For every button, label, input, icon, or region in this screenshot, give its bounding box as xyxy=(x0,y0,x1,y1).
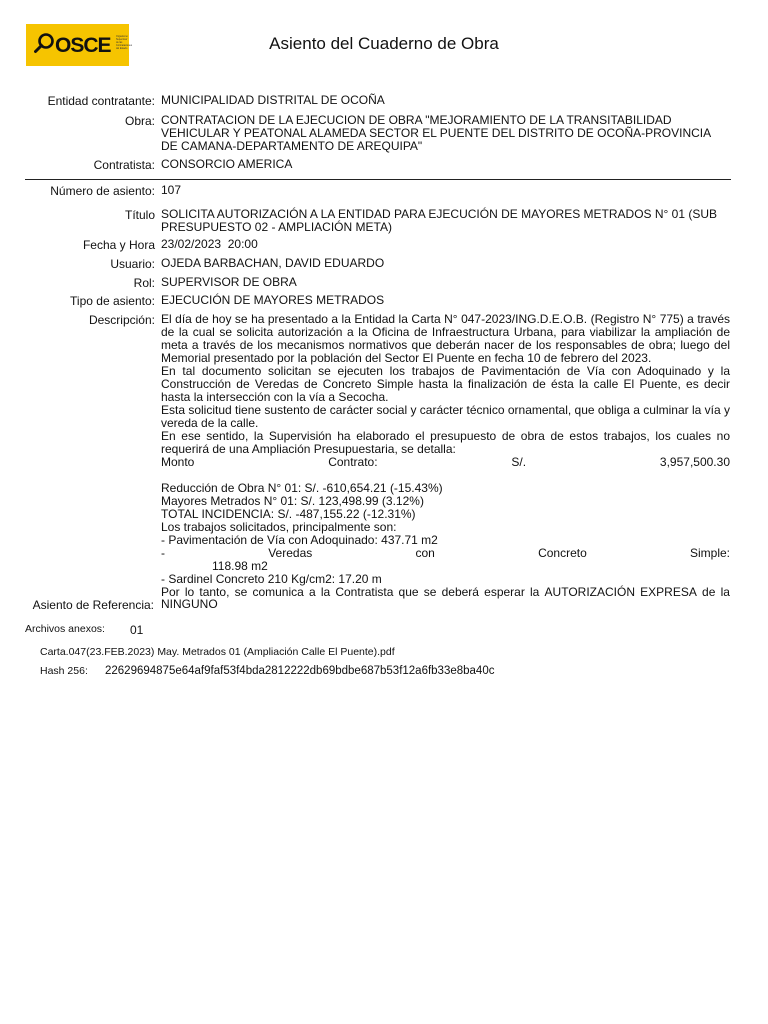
field-value: CONTRATACION DE LA EJECUCION DE OBRA "MEJORAMIENTO DE LA TRANSITABILIDAD VEHICULAR Y PEATONAL ALAMEDA SECTOR EL PUENTE DEL DISTRITO DE OCOÑA-PROVINCIA DE CAMANA-DEPARTAMENTO DE AREQUIPA" xyxy=(161,113,711,153)
field-value: SOLICITA AUTORIZACIÓN A LA ENTIDAD PARA EJECUCIÓN DE MAYORES METRADOS N° 01 (SUB PRESUPUESTO 02 - AMPLIACIÓN META) xyxy=(161,207,718,234)
closing-word: comunica xyxy=(252,585,304,599)
closing-word: lo xyxy=(184,585,195,599)
field-label: Tipo de asiento: xyxy=(70,294,155,308)
field-value: EJECUCIÓN DE MAYORES METRADOS xyxy=(161,293,385,307)
closing-word: la xyxy=(720,585,730,599)
hash-value: 22629694875e64af9faf53f4bda2812222db69bdbe687b53f12a6fb33e8ba40c xyxy=(105,665,495,677)
reduccion-line: Reducción de Obra N° 01: S/. -610,654.21 (-15.43%) xyxy=(161,481,443,495)
item-word: - xyxy=(161,546,165,560)
field-label: Título xyxy=(124,208,155,222)
field-label: Usuario: xyxy=(110,257,155,271)
closing-word: Contratista xyxy=(335,585,394,599)
closing-word: la xyxy=(320,585,331,599)
field-value: 107 xyxy=(161,183,182,197)
field-value: SUPERVISOR DE OBRA xyxy=(161,275,297,289)
logo-text: OSCE xyxy=(55,34,111,57)
closing-word: esperar xyxy=(484,585,525,599)
descripcion-paragraph: El día de hoy se ha presentado a la Entidad la Carta N° 047-2023/ING.D.E.O.B. (Registro N° 775) a través de la cual se solicita autorización a la Oficina de Infraestructura Urbana, para viabilizar la ampliación de meta a través de los mecanismos normativos que deberán nacer de los responsables de obra; luego del Memorial presentado por la población del Sector El Puente en fecha 10 de febrero del 2023. xyxy=(161,312,730,365)
field-label: Rol: xyxy=(133,276,155,290)
field-value: NINGUNO xyxy=(161,597,218,611)
closing-word: a xyxy=(308,585,316,599)
field-value: 23/02/2023 20:00 xyxy=(161,237,258,251)
monto-word: Contrato: xyxy=(328,455,378,469)
list-item-continuation: 118.98 m2 xyxy=(212,559,268,573)
descripcion-paragraph: En ese sentido, la Supervisión ha elaborado el presupuesto de obra de estos trabajos, los cuales no requerirá de una Ampliación Presupuestaria, se detalla: xyxy=(161,429,730,456)
item-word: Concreto xyxy=(538,546,587,560)
field-label: Fecha y Hora xyxy=(82,238,155,252)
total-line: TOTAL INCIDENCIA: S/. -487,155.22 (-12.31%) xyxy=(161,507,416,521)
field-value: MUNICIPALIDAD DISTRITAL DE OCOÑA xyxy=(161,93,385,107)
field-label: Descripción: xyxy=(88,313,155,327)
page-title: Asiento del Cuaderno de Obra xyxy=(269,34,499,53)
closing-word: se xyxy=(423,585,437,599)
logo-subtext: Organismo Supervisor de las Contrataciones del Estado xyxy=(116,35,133,50)
closing-word: que xyxy=(398,585,419,599)
field-label: Obra: xyxy=(124,114,155,128)
field-value: OJEDA BARBACHAN, DAVID EDUARDO xyxy=(161,256,385,270)
closing-word: tanto, xyxy=(199,585,230,599)
divider xyxy=(25,179,731,180)
item-word: con xyxy=(415,546,435,560)
monto-value: 3,957,500.30 xyxy=(659,455,730,469)
anexos-label: Archivos anexos: xyxy=(25,623,105,635)
field-label: Contratista: xyxy=(93,158,155,172)
field-value: CONSORCIO AMERICA xyxy=(161,157,293,171)
monto-word: S/. xyxy=(511,455,527,469)
descripcion-paragraph: En tal documento solicitan se ejecuten los trabajos de Pavimentación de Vía con Adoquinado y la Construcción de Veredas de Concreto Simple hasta la finalización de ésta la calle El Puente, es decir hasta la intersección con la vía a Secocha. xyxy=(161,364,730,404)
anexos-count: 01 xyxy=(130,623,144,637)
closing-word: Por xyxy=(161,585,180,599)
closing-word: la xyxy=(530,585,540,599)
closing-word: AUTORIZACIÓN xyxy=(544,585,635,599)
trabajos-line: Los trabajos solicitados, principalmente son: xyxy=(161,520,397,534)
mayores-line: Mayores Metrados N° 01: S/. 123,498.99 (3.12%) xyxy=(161,494,424,508)
field-label: Número de asiento: xyxy=(50,184,155,198)
closing-word: deberá xyxy=(441,585,479,599)
hash-label: Hash 256: xyxy=(40,665,88,677)
closing-word: de xyxy=(702,585,716,599)
descripcion-body xyxy=(161,313,730,599)
closing-word: se xyxy=(234,585,248,599)
item-word: Veredas xyxy=(268,546,313,560)
anexo-file-name[interactable]: Carta.047(23.FEB.2023) May. Metrados 01 (Ampliación Calle El Puente).pdf xyxy=(40,646,395,658)
descripcion-paragraph: Esta solicitud tiene sustento de carácter social y carácter técnico ornamental, que obliga a culminar la vía y vereda de la calle. xyxy=(161,403,730,430)
closing-word: EXPRESA xyxy=(640,585,697,599)
monto-line xyxy=(161,456,730,469)
list-item: - Sardinel Concreto 210 Kg/cm2: 17.20 m xyxy=(161,572,382,586)
field-label: Entidad contratante: xyxy=(47,94,155,108)
monto-word: Monto xyxy=(161,455,195,469)
item-word: Simple: xyxy=(689,546,730,560)
field-label: Asiento de Referencia: xyxy=(32,598,154,612)
list-item: - Pavimentación de Vía con Adoquinado: 437.71 m2 xyxy=(161,533,438,547)
